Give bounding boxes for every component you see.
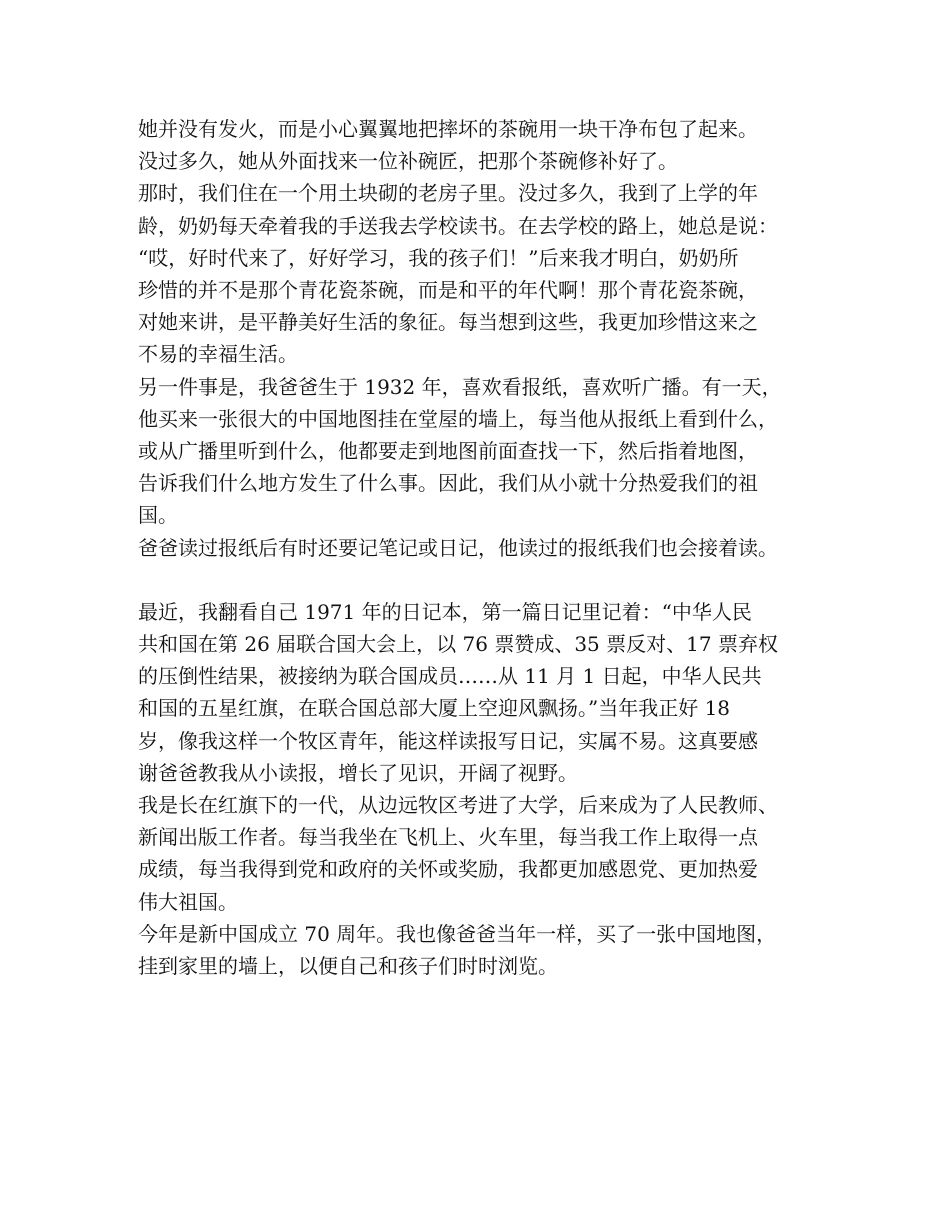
paragraph-4: 另一件事是，我爸爸生于 1932 年，喜欢看报纸，喜欢听广播。有一天， 他买来一张很大的中国地图挂在堂屋的墙上，每当他从报纸上看到什么， 或从广播里听到什么，他都要走到地图前面查找一下，然后指着地图， 告诉我们什么地方发生了什么事。因此，我们从小就十分热爱我们的祖 国。 (138, 374, 782, 528)
paragraph-3: 那时，我们住在一个用土块砌的老房子里。没过多久，我到了上学的年 龄，奶奶每天牵着我的手送我去学校读书。在去学校的路上，她总是说： “哎，好时代来了，好好学习，我的孩子们！”后来我才明白，奶奶所 珍惜的并不是那个青花瓷茶碗，而是和平的年代啊！那个青花瓷茶碗， 对她来讲，是平静美好生活的象征。每当想到这些，我更加珍惜这来之 不易的幸福生活。 (138, 181, 778, 367)
paragraph-6: 最近，我翻看自己 1971 年的日记本，第一篇日记里记着：“中华人民 共和国在第 26 届联合国大会上，以 76 票赞成、35 票反对、17 票弃权 的压倒性结果，被接纳为联合国成员……从 11 月 1 日起，中华人民共 和国的五星红旗，在联合国总部大厦上空迎风飘扬。”当年我正好 18 岁，像我这样一个牧区青年，能这样读报写日记，实属不易。这真要感 谢爸爸教我从小读报，增长了见识，开阔了视野。 (138, 599, 778, 785)
paragraph-gap (138, 564, 838, 596)
paragraph-7: 我是长在红旗下的一代，从边远牧区考进了大学，后来成为了人民教师、 新闻出版工作者。每当我坐在飞机上、火车里，每当我工作上取得一点 成绩，每当我得到党和政府的关怀或奖励，我都更加感恩党、更加热爱 伟大祖国。 (138, 793, 778, 914)
paragraph-2: 没过多久，她从外面找来一位补碗匠，把那个茶碗修补好了。 (138, 149, 678, 174)
paragraph-5: 爸爸读过报纸后有时还要记笔记或日记，他读过的报纸我们也会接着读。 (138, 535, 778, 560)
paragraph-1: 她并没有发火，而是小心翼翼地把摔坏的茶碗用一块干净布包了起来。 (138, 117, 758, 141)
paragraph-8: 今年是新中国成立 70 周年。我也像爸爸当年一样，买了一张中国地图， 挂到家里的墙上，以便自己和孩子们时时浏览。 (138, 921, 777, 979)
article-body (138, 113, 838, 982)
